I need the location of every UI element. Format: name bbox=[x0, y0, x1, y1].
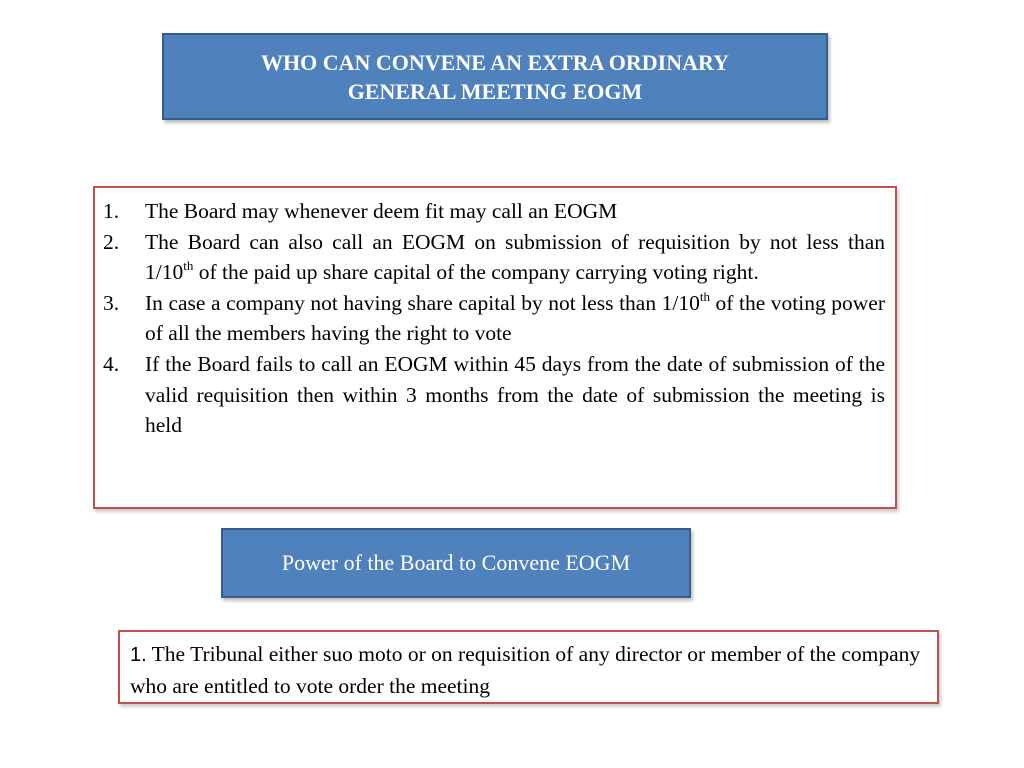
tribunal-number: 1. bbox=[130, 644, 147, 666]
list-text-part: In case a company not having share capital by not less than 1/10 bbox=[145, 290, 700, 315]
superscript: th bbox=[699, 288, 710, 304]
list-item bbox=[103, 349, 885, 441]
convene-list-box bbox=[93, 186, 897, 509]
list-text bbox=[145, 288, 885, 349]
subheading-text: Power of the Board to Convene EOGM bbox=[281, 550, 631, 575]
superscript: th bbox=[183, 258, 194, 274]
list-number: 2. bbox=[103, 229, 120, 254]
title-line-2: GENERAL MEETING EOGM bbox=[347, 78, 643, 104]
list-number: 1. bbox=[103, 199, 120, 223]
list-item bbox=[103, 227, 885, 288]
list-text bbox=[145, 227, 885, 288]
title-line-1: WHO CAN CONVENE AN EXTRA ORDINARY bbox=[261, 49, 729, 75]
title-banner bbox=[162, 33, 828, 120]
list-text-part: The Board can also call an EOGM on submission of requisition by not less than 1/10 bbox=[145, 229, 885, 285]
convene-list bbox=[103, 196, 885, 441]
list-item bbox=[103, 288, 885, 349]
list-number: 4. bbox=[103, 351, 120, 376]
list-text-part: of the voting power of all the members having the right to vote bbox=[145, 290, 885, 346]
subheading-banner bbox=[221, 528, 691, 598]
list-number: 3. bbox=[103, 290, 120, 315]
list-item bbox=[103, 196, 885, 227]
list-text: If the Board fails to call an EOGM within 45 days from the date of submission of the valid requisition then within 3 months from the date of submission the meeting is held bbox=[145, 351, 885, 438]
tribunal-text bbox=[130, 639, 927, 702]
list-text: The Board may whenever deem fit may call an EOGM bbox=[145, 199, 618, 223]
list-text-part: of the paid up share capital of the company carrying voting right. bbox=[193, 260, 759, 285]
tribunal-body: The Tribunal either suo moto or on requisition of any director or member of the company who are entitled to vote order the meeting bbox=[130, 642, 921, 698]
tribunal-box bbox=[118, 630, 939, 704]
